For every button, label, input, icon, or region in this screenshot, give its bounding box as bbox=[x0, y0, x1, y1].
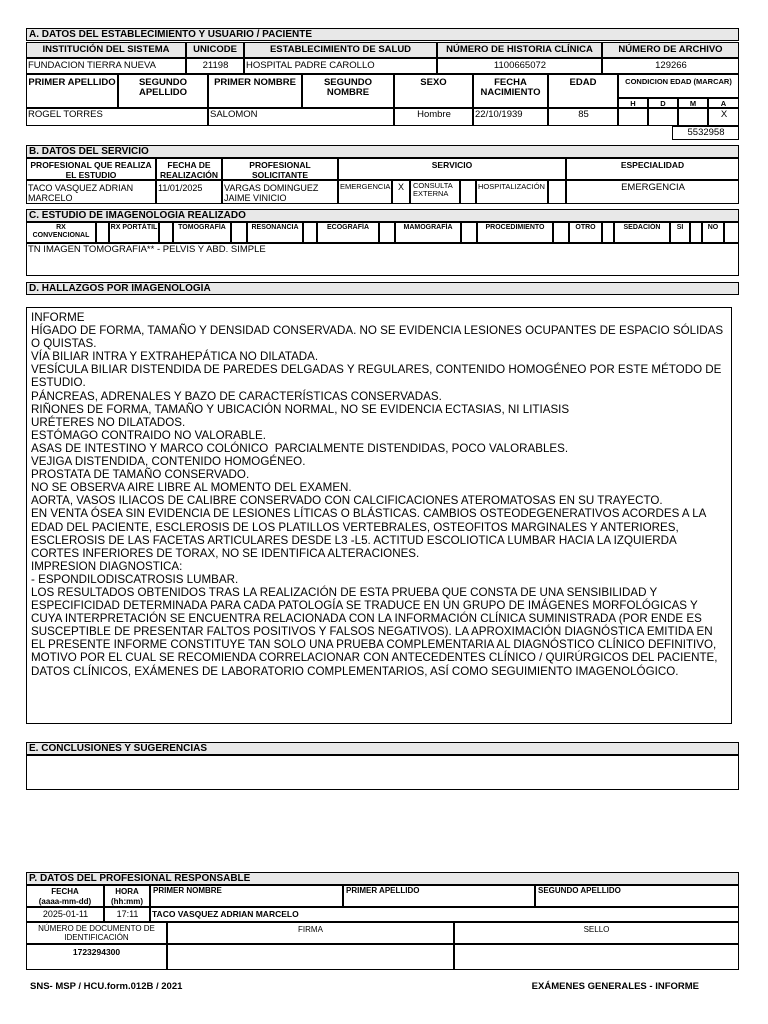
nombre-profesional-value: TACO VASQUEZ ADRIAN MARCELO bbox=[150, 907, 739, 922]
header-sello: SELLO bbox=[454, 922, 739, 944]
procedimiento-box bbox=[553, 222, 569, 243]
archivo-value: 129266 bbox=[602, 58, 739, 74]
fecha-nacimiento-value: 22/10/1939 bbox=[473, 108, 548, 126]
header-ecografia: ECOGRAFÍA bbox=[317, 222, 379, 243]
servicio-emergencia-mark: X bbox=[392, 180, 410, 204]
header-historia: NÚMERO DE HISTORIA CLÍNICA bbox=[437, 42, 602, 58]
hora-profesional-value: 17:11 bbox=[104, 907, 150, 922]
institucion-value: FUNDACION TIERRA NUEVA bbox=[26, 58, 186, 74]
header-documento: NÚMERO DE DOCUMENTO DE IDENTIFICACIÓN bbox=[26, 922, 167, 944]
header-resonancia: RESONANCIA bbox=[247, 222, 303, 243]
report-line: LOS RESULTADOS OBTENIDOS TRAS LA REALIZACIÓN DE ESTA PRUEBA QUE CONSTA DE UNA SENSIBILIDAD Y ESPECIFICIDAD DETERMINADA PARA CADA PATOLOGÍA SE TRADUCE EN UN GRUPO DE IMÁGENES MORFOLÓGICAS Y CUYA INTERPRETACIÓN SE ENCUENTRA RELACIONADA CON LA INFORMACIÓN CLÍNICA SUMINISTRADA (POR ENDE ES SUSCEPTIBLE DE PRESENTAR FALTOS POSITIVOS Y FALSOS NEGATIVOS). LA APROXIMACIÓN DIAGNÓSTICA EMITIDA EN EL PRESENTE INFORME CONSTITUYE TAN SOLO UNA PRUEBA COMPLEMENTARIA AL DIAGNÓSTICO CLÍNICO DEFINITIVO, MOTIVO POR EL CUAL SE RECOMIENDA CORRELACIONAR CON ANTECEDENTES CLÍNICO / QUIRÚRGICOS DEL PACIENTE, DATOS CLÍNICOS, EXÁMENES DE LABORATORIO COMPLEMENTARIOS, ASÍ COMO SEGUIMIENTO IMAGENOLÓGICO. bbox=[31, 585, 721, 678]
fecha-realizacion-value: 11/01/2025 bbox=[156, 180, 222, 204]
report-line: EN VENTA ÓSEA SIN EVIDENCIA DE LESIONES LÍTICAS O BLÁSTICAS. CAMBIOS OSTEODEGENERATIVOS ACORDES A LA EDAD DEL PACIENTE, ESCLEROSIS DE LOS PLATILLOS VERTEBRALES, OSTEOFITOS MARGINALES Y ANTERIORES, ESCLEROSIS DE LAS FACETAS ARTICULARES DESDE L3 -L5. ACTITUD ESCOLIOTICA LUMBAR HACIA LA IZQUIERDA bbox=[31, 507, 710, 547]
header-primer-nombre: PRIMER NOMBRE bbox=[208, 74, 302, 108]
ecografia-box bbox=[379, 222, 395, 243]
primer-nombre-value: SALOMON bbox=[208, 108, 394, 126]
header-procedimiento: PROCEDIMIENTO bbox=[477, 222, 553, 243]
section-p-title: P. DATOS DEL PROFESIONAL RESPONSABLE bbox=[26, 872, 739, 885]
extra-number-value: 5532958 bbox=[672, 126, 739, 140]
section-c-title: C. ESTUDIO DE IMAGENOLOGÍA REALIZADO bbox=[26, 209, 739, 222]
report-line: CORTES INFERIORES DE TORAX, NO SE IDENTIFICA ALTERACIONES. bbox=[31, 546, 420, 560]
form-name: EXÁMENES GENERALES - INFORME bbox=[531, 981, 699, 992]
header-m: M bbox=[678, 98, 708, 108]
header-fecha-nacimiento: FECHA NACIMIENTO bbox=[473, 74, 548, 108]
fecha-profesional-value: 2025-01-11 bbox=[26, 907, 104, 922]
sexo-value: Hombre bbox=[394, 108, 473, 126]
hallazgos-report bbox=[26, 307, 732, 724]
condicion-h-box bbox=[618, 108, 648, 126]
profesional-value: TACO VASQUEZ ADRIAN MARCELO bbox=[26, 180, 156, 204]
report-line: ESTÓMAGO CONTRAIDO NO VALORABLE. bbox=[31, 428, 266, 442]
servicio-emergencia-label: EMERGENCIA bbox=[338, 180, 392, 204]
header-primer-apellido-profesional: PRIMER APELLIDO bbox=[343, 885, 535, 907]
report-line: HÍGADO DE FORMA, TAMAÑO Y DENSIDAD CONSERVADA. NO SE EVIDENCIA LESIONES OCUPANTES DE ESPACIO SÓLIDAS O QUISTAS. bbox=[31, 324, 727, 351]
servicio-consulta-box bbox=[460, 180, 476, 204]
header-fecha-format: (aaaa-mm-dd) bbox=[38, 896, 92, 906]
form-code: SNS- MSP / HCU.form.012B / 2021 bbox=[30, 981, 183, 992]
section-a-title: A. DATOS DEL ESTABLECIMIENTO Y USUARIO / PACIENTE bbox=[26, 28, 739, 41]
header-institucion: INSTITUCIÓN DEL SISTEMA bbox=[26, 42, 186, 58]
header-rx-convencional: RX CONVENCIONAL bbox=[26, 222, 96, 243]
header-condicion-edad: CONDICION EDAD (MARCAR) bbox=[618, 74, 739, 98]
resonancia-box bbox=[303, 222, 317, 243]
report-line: INFORME bbox=[31, 311, 85, 324]
report-line: IMPRESION DIAGNOSTICA: bbox=[31, 559, 183, 573]
otro-box bbox=[602, 222, 614, 243]
header-rx-portatil: RX PORTÁTIL bbox=[109, 222, 159, 243]
conclusiones-box bbox=[26, 755, 739, 790]
tomografia-box bbox=[231, 222, 247, 243]
section-e-title: E. CONCLUSIONES Y SUGERENCIAS bbox=[26, 742, 739, 755]
report-line: AORTA, VASOS ILIACOS DE CALIBRE CONSERVADO CON CALCIFICACIONES ATEROMATOSAS EN SU TRAYECTO. bbox=[31, 494, 663, 508]
mamografia-box bbox=[461, 222, 477, 243]
section-b-title: B. DATOS DEL SERVICIO bbox=[26, 145, 739, 158]
header-archivo: NÚMERO DE ARCHIVO bbox=[602, 42, 739, 58]
header-h: H bbox=[618, 98, 648, 108]
header-edad: EDAD bbox=[548, 74, 618, 108]
header-hora-format: (hh:mm) bbox=[111, 896, 143, 906]
apellidos-value: ROGEL TORRES bbox=[26, 108, 208, 126]
report-line: PÁNCREAS, ADRENALES Y BAZO DE CARACTERÍSTICAS CONSERVADAS. bbox=[31, 389, 442, 403]
header-servicio: SERVICIO bbox=[338, 158, 566, 180]
servicio-hospitalizacion-box bbox=[548, 180, 566, 204]
rx-convencional-box bbox=[96, 222, 109, 243]
header-sexo: SEXO bbox=[394, 74, 473, 108]
header-hora-label: HORA bbox=[115, 887, 139, 896]
estudio-value: TN IMAGEN TOMOGRAFIA** - PELVIS Y ABD. SIMPLE bbox=[26, 243, 739, 276]
header-no: NO bbox=[702, 222, 724, 243]
sello-box bbox=[454, 944, 739, 970]
servicio-consulta-label: CONSULTA EXTERNA bbox=[410, 180, 460, 204]
rx-portatil-box bbox=[159, 222, 173, 243]
documento-value: 1723294300 bbox=[26, 944, 167, 970]
header-otro: OTRO bbox=[569, 222, 602, 243]
report-line: RIÑONES DE FORMA, TAMAÑO Y UBICACIÓN NORMAL, NO SE EVIDENCIA ECTASIAS, NI LITIASIS bbox=[31, 402, 570, 416]
header-fecha-realizacion: FECHA DE REALIZACIÓN bbox=[156, 158, 222, 180]
report-line: PROSTATA DE TAMAÑO CONSERVADO. bbox=[31, 468, 250, 482]
header-firma: FIRMA bbox=[167, 922, 454, 944]
header-primer-nombre-profesional: PRIMER NOMBRE bbox=[150, 885, 343, 907]
section-d-title: D. HALLAZGOS POR IMAGENOLOGÍA bbox=[26, 282, 739, 295]
header-profesional: PROFESIONAL QUE REALIZA EL ESTUDIO bbox=[26, 158, 156, 180]
condicion-a-mark: X bbox=[708, 108, 739, 126]
report-line: ASAS DE INTESTINO Y MARCO COLÓNICO PARCIALMENTE DISTENDIDAS, POCO VALORABLES. bbox=[31, 441, 569, 455]
no-box bbox=[724, 222, 739, 243]
header-segundo-apellido: SEGUNDO APELLIDO bbox=[118, 74, 208, 108]
header-hora-profesional bbox=[104, 885, 150, 907]
historia-value: 1100665072 bbox=[437, 58, 602, 74]
header-solicitante: PROFESIONAL SOLICITANTE bbox=[222, 158, 338, 180]
condicion-m-box bbox=[678, 108, 708, 126]
report-line: URÉTERES NO DILATADOS. bbox=[31, 415, 186, 429]
header-especialidad: ESPECIALIDAD bbox=[566, 158, 739, 180]
header-mamografia: MAMOGRAFÍA bbox=[395, 222, 461, 243]
especialidad-value: EMERGENCIA bbox=[566, 180, 739, 204]
header-sedacion: SEDACIÓN bbox=[614, 222, 670, 243]
si-box bbox=[690, 222, 702, 243]
header-establecimiento: ESTABLECIMIENTO DE SALUD bbox=[244, 42, 437, 58]
servicio-hospitalizacion-label: HOSPITALIZACIÓN bbox=[476, 180, 548, 204]
header-fecha-profesional bbox=[26, 885, 104, 907]
header-fecha-label: FECHA bbox=[51, 887, 79, 896]
header-segundo-nombre: SEGUNDO NOMBRE bbox=[302, 74, 394, 108]
report-line: VESÍCULA BILIAR DISTENDIDA DE PAREDES DELGADAS Y REGULARES, CONTENIDO HOMOGÉNEO POR ESTE MÉTODO DE ESTUDIO. bbox=[31, 363, 725, 390]
condicion-d-box bbox=[648, 108, 678, 126]
header-primer-apellido: PRIMER APELLIDO bbox=[26, 74, 118, 108]
firma-box bbox=[167, 944, 454, 970]
solicitante-value: VARGAS DOMINGUEZ JAIME VINICIO bbox=[222, 180, 338, 204]
edad-value: 85 bbox=[548, 108, 618, 126]
header-segundo-apellido-profesional: SEGUNDO APELLIDO bbox=[535, 885, 739, 907]
establecimiento-value: HOSPITAL PADRE CAROLLO bbox=[244, 58, 437, 74]
header-tomografia: TOMOGRAFÍA bbox=[173, 222, 231, 243]
header-si: SI bbox=[670, 222, 690, 243]
header-d: D bbox=[648, 98, 678, 108]
header-a: A bbox=[708, 98, 739, 108]
report-line: NO SE OBSERVA AIRE LIBRE AL MOMENTO DEL EXAMEN. bbox=[31, 481, 352, 495]
unicode-value: 21198 bbox=[186, 58, 244, 74]
report-line: VEJIGA DISTENDIDA, CONTENIDO HOMOGÉNEO. bbox=[31, 455, 306, 469]
report-line: VÍA BILIAR INTRA Y EXTRAHEPÁTICA NO DILATADA. bbox=[31, 350, 319, 364]
report-line: - ESPONDILODISCATROSIS LUMBAR. bbox=[31, 572, 239, 586]
header-unicode: UNICODE bbox=[186, 42, 244, 58]
